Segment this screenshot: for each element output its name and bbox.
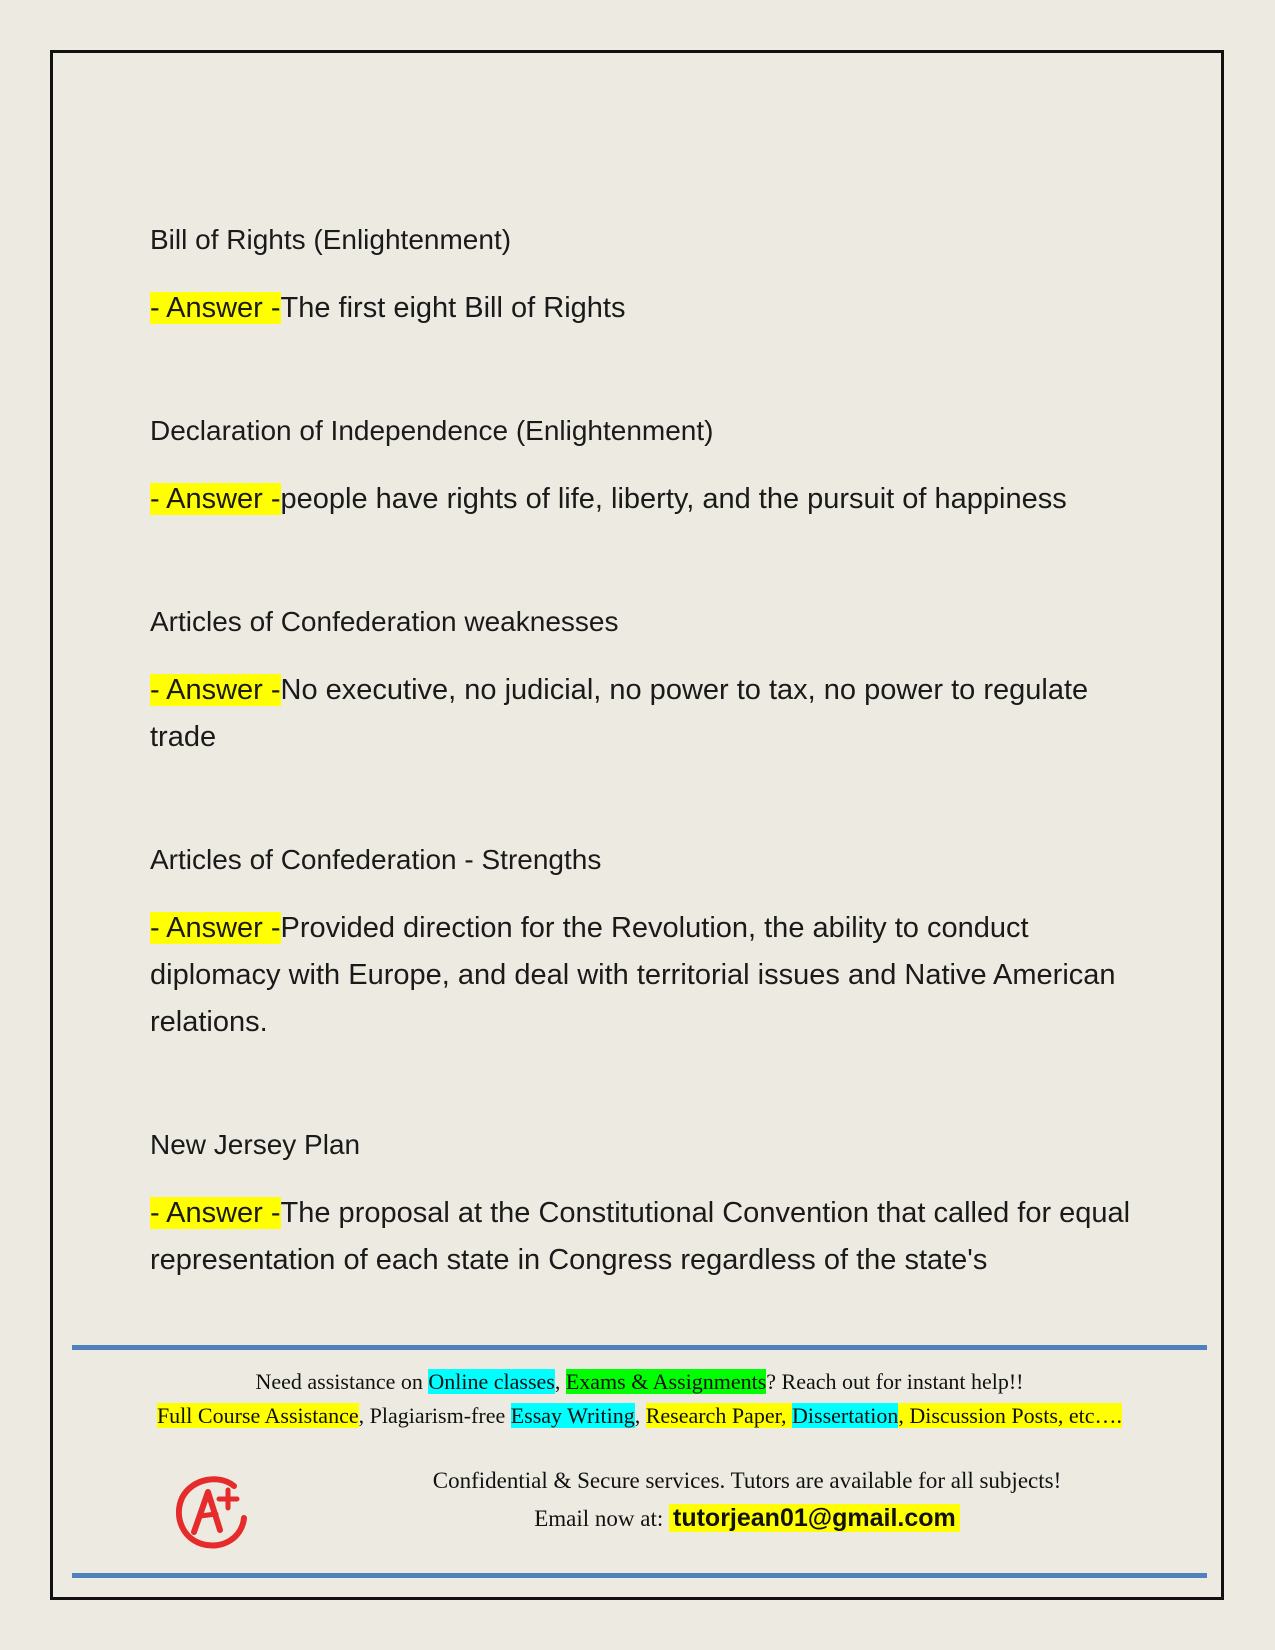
promo-text: , bbox=[634, 1403, 646, 1428]
secure-services-text: Confidential & Secure services. Tutors are available for all subjects! bbox=[432, 1468, 1062, 1493]
answer-text bbox=[150, 905, 1150, 1046]
answer-prefix: - Answer - bbox=[150, 1197, 281, 1229]
answer-text bbox=[150, 667, 1150, 761]
research-paper-highlight: Research Paper, bbox=[645, 1403, 793, 1428]
footer-divider-bottom bbox=[72, 1573, 1207, 1578]
promo-text: , Plagiarism-free bbox=[358, 1403, 511, 1428]
footer-divider-top bbox=[72, 1345, 1207, 1350]
promo-text: , bbox=[554, 1369, 566, 1394]
promo-line-2 bbox=[72, 1399, 1207, 1433]
answer-prefix: - Answer - bbox=[150, 483, 281, 515]
email-address[interactable]: tutorjean01@gmail.com bbox=[669, 1504, 960, 1532]
answer-prefix: - Answer - bbox=[150, 912, 281, 944]
full-course-highlight: Full Course Assistance bbox=[156, 1403, 359, 1428]
promo-line-1 bbox=[72, 1365, 1207, 1399]
a-plus-logo-icon bbox=[172, 1472, 252, 1552]
email-line bbox=[297, 1500, 1197, 1537]
email-label: Email now at: bbox=[534, 1506, 669, 1531]
answer-text bbox=[150, 1190, 1150, 1284]
qa-list bbox=[150, 220, 1150, 1284]
qa-item bbox=[150, 1125, 1150, 1284]
answer-body: Provided direction for the Revolution, the ability to conduct diplomacy with Europe, and deal with territorial issues and Native American relations. bbox=[150, 912, 1116, 1038]
promo-text: Need assistance on bbox=[255, 1369, 429, 1394]
question-text: Articles of Confederation - Strengths bbox=[150, 844, 602, 875]
discussion-posts-highlight: , Discussion Posts, etc…. bbox=[898, 1403, 1123, 1428]
exams-highlight: Exams & Assignments bbox=[565, 1369, 767, 1394]
qa-item bbox=[150, 411, 1150, 523]
answer-prefix: - Answer - bbox=[150, 292, 281, 324]
answer-body: The first eight Bill of Rights bbox=[280, 292, 626, 324]
answer-text bbox=[150, 285, 1150, 332]
essay-writing-highlight: Essay Writing bbox=[510, 1403, 635, 1428]
dissertation-highlight: Dissertation bbox=[792, 1403, 899, 1428]
answer-body: The proposal at the Constitutional Convention that called for equal representation of each state in Congress regardless of the state's bbox=[150, 1197, 1131, 1276]
question-text: Declaration of Independence (Enlightenment) bbox=[150, 415, 714, 446]
question-text: New Jersey Plan bbox=[150, 1129, 361, 1160]
online-classes-highlight: Online classes bbox=[428, 1369, 555, 1394]
promo-text: ? Reach out for instant help!! bbox=[766, 1369, 1024, 1394]
answer-text bbox=[150, 476, 1150, 523]
qa-item bbox=[150, 840, 1150, 1046]
qa-item bbox=[150, 220, 1150, 332]
answer-prefix: - Answer - bbox=[150, 674, 281, 706]
qa-item bbox=[150, 602, 1150, 761]
question-text: Bill of Rights (Enlightenment) bbox=[150, 224, 512, 255]
answer-body: No executive, no judicial, no power to tax, no power to regulate trade bbox=[150, 674, 1089, 753]
question-text: Articles of Confederation weaknesses bbox=[150, 606, 619, 637]
answer-body: people have rights of life, liberty, and the pursuit of happiness bbox=[280, 483, 1067, 515]
promo-footer bbox=[72, 1365, 1207, 1532]
